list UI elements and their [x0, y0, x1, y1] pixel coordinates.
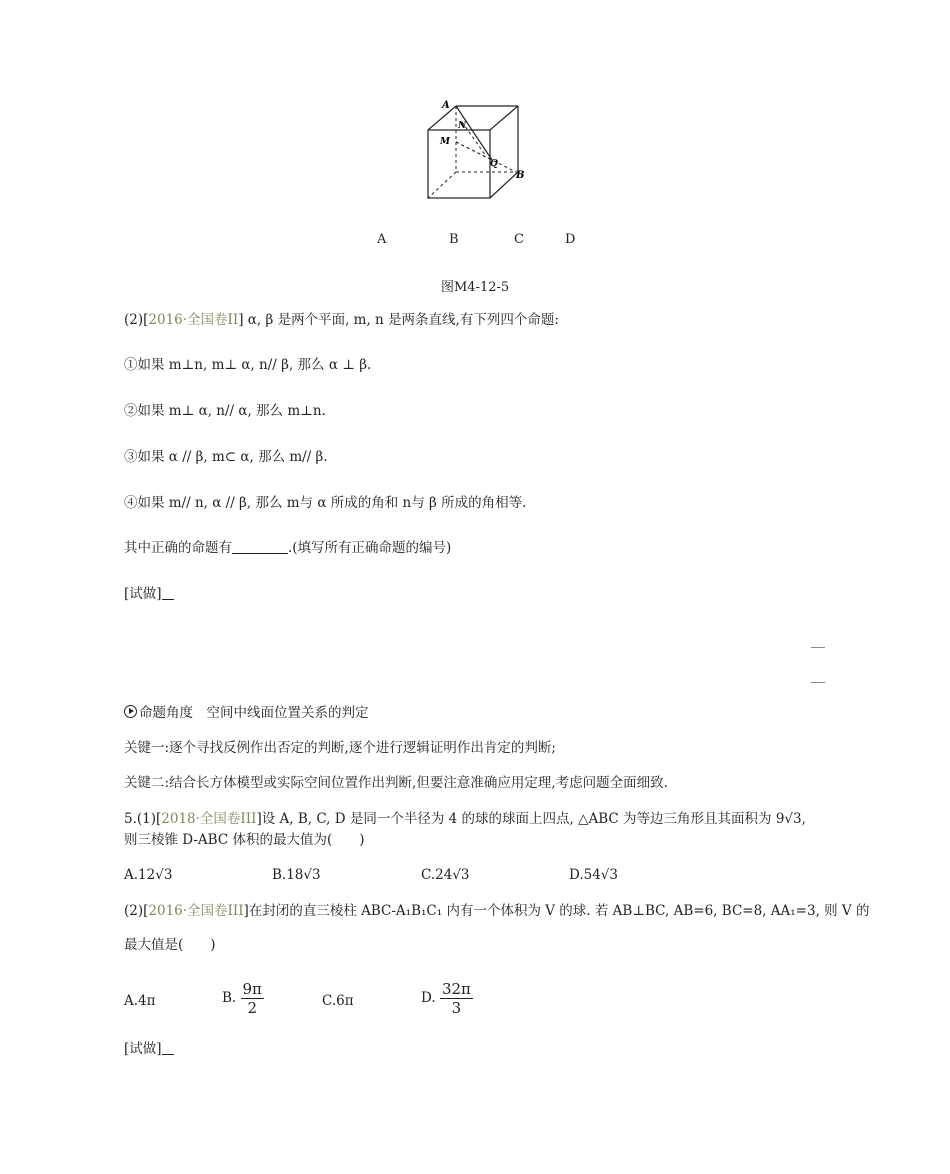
figure-option-b: B	[449, 232, 459, 247]
proposition-1: ①如果 m⊥n, m⊥ α, n// β, 那么 α ⊥ β.	[124, 357, 372, 373]
option-b-denominator: 2	[247, 999, 257, 1017]
margin-dash	[811, 647, 825, 648]
figure-option-a: A	[377, 232, 387, 247]
section-title-text: 命题角度 空间中线面位置关系的判定	[139, 705, 369, 721]
answer-blank[interactable]	[232, 539, 288, 554]
option-d-denominator: 3	[451, 999, 462, 1017]
proposition-2: ②如果 m⊥ α, n// α, 那么 m⊥n.	[124, 403, 326, 419]
q4-2-try	[124, 585, 174, 603]
cube-figure	[420, 98, 540, 208]
try-blank[interactable]	[162, 1040, 174, 1055]
q5-2-source: 2016·全国卷III	[148, 903, 244, 919]
q5-1-option-d: D.54√3	[569, 867, 619, 883]
proposition-3: ③如果 α // β, m⊂ α, 那么 m// β.	[124, 449, 328, 465]
margin-dash	[811, 682, 825, 683]
label-n: N	[458, 121, 467, 131]
q5-1-text: ]设 A, B, C, D 是同一个半径为 4 的球的球面上四点, △ABC 为等边三角形且其面积为 9√3,	[256, 811, 806, 827]
proposition-4: ④如果 m// n, α // β, 那么 m与 α 所成的角和 n与 β 所成的角相等.	[124, 495, 527, 511]
option-b-fraction	[241, 980, 264, 1017]
q5-2-text: ]在封闭的直三棱柱 ABC-A₁B₁C₁ 内有一个体积为 V 的球. 若 AB⊥BC, AB=6, BC=8, AA₁=3, 则 V 的	[243, 903, 870, 919]
q5-2-stem	[124, 902, 869, 920]
q5-2-option-c: C.6π	[322, 993, 354, 1009]
figure-caption: 图M4-12-5	[441, 280, 510, 295]
figure-option-c: C	[514, 232, 524, 247]
play-circle-icon	[124, 705, 137, 718]
label-b: B	[516, 170, 525, 181]
q5-2-prefix: (2)[	[124, 903, 149, 919]
q5-1-stem-2: 则三棱锥 D-ABC 体积的最大值为( )	[124, 832, 365, 848]
q5-2-stem-2: 最大值是( )	[124, 937, 216, 953]
option-b-label: B.	[222, 990, 237, 1006]
label-a: A	[442, 100, 450, 111]
try-label: [试做]	[124, 1041, 162, 1057]
option-d-numerator: 32π	[441, 980, 471, 998]
figure-option-d: D	[565, 232, 576, 247]
q5-2-option-a: A.4π	[124, 993, 156, 1009]
key-1: 关键一:逐个寻找反例作出否定的判断,逐个进行逻辑证明作出肯定的判断;	[124, 740, 556, 756]
q5-1-stem	[124, 810, 806, 828]
q5-2-option-b	[222, 980, 264, 1017]
q4-2-stem	[124, 311, 559, 329]
q5-1-prefix: 5.(1)[	[124, 811, 162, 827]
answer-prefix: 其中正确的命题有	[124, 540, 232, 556]
try-blank[interactable]	[162, 585, 174, 600]
q5-1-option-b: B.18√3	[272, 867, 321, 883]
key-2: 关键二:结合长方体模型或实际空间位置作出判断,但要注意准确应用定理,考虑问题全面细致.	[124, 775, 668, 791]
label-m: M	[440, 137, 450, 147]
q5-1-option-a: A.12√3	[124, 867, 173, 883]
q4-2-source: 2016·全国卷II	[148, 312, 239, 328]
answer-suffix: .(填写所有正确命题的编号)	[288, 540, 452, 556]
q5-2-try	[124, 1040, 174, 1058]
q5-1-source: 2018·全国卷III	[161, 811, 257, 827]
label-q: Q	[490, 159, 498, 169]
section-title	[124, 704, 369, 722]
q4-2-answer-line	[124, 539, 451, 557]
try-label: [试做]	[124, 586, 162, 602]
q5-2-option-d	[421, 980, 473, 1017]
option-d-fraction	[440, 980, 473, 1017]
q4-2-prefix: (2)[	[124, 312, 149, 328]
q5-1-option-c: C.24√3	[421, 867, 470, 883]
option-b-numerator: 9π	[242, 980, 262, 998]
option-d-label: D.	[421, 990, 436, 1006]
q4-2-text: ] α, β 是两个平面, m, n 是两条直线,有下列四个命题:	[238, 312, 559, 328]
